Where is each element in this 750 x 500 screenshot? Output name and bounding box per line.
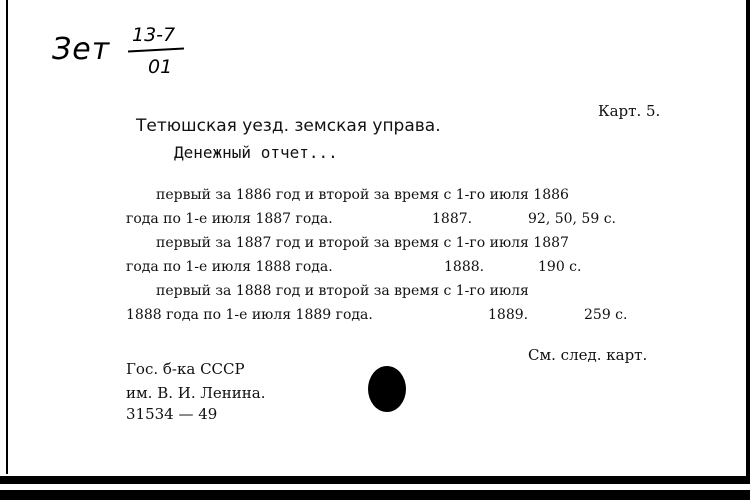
scan-border xyxy=(0,476,750,484)
entry-year: 1889. xyxy=(488,307,529,323)
entry-year: 1887. xyxy=(432,211,473,227)
entry-year: 1888. xyxy=(444,259,485,275)
entry-2-line-1 xyxy=(126,231,666,255)
entry-3-line-1 xyxy=(126,279,666,303)
catalog-card xyxy=(6,0,748,474)
entry-1-line-1 xyxy=(126,183,666,207)
fraction-line xyxy=(128,48,184,53)
punch-hole xyxy=(368,366,406,412)
entry-text: первый за 1887 год и второй за время с 1-го июля 1887 xyxy=(156,235,569,251)
entry-amount: 190 с. xyxy=(538,259,582,275)
library-line-2: им. В. И. Ленина. xyxy=(126,384,266,402)
card-number: Карт. 5. xyxy=(598,102,661,120)
handwritten-numerator: 13-7 xyxy=(132,24,176,46)
entry-amount: 259 с. xyxy=(584,307,628,323)
entry-text: первый за 1886 год и второй за время с 1-го июля 1886 xyxy=(156,187,569,203)
entry-3-line-2 xyxy=(126,303,666,327)
scan-edge xyxy=(746,0,750,480)
entry-text: 1888 года по 1-е июля 1889 года. xyxy=(126,307,373,323)
library-line-1: Гос. б-ка СССР xyxy=(126,360,245,378)
see-next-card: См. след. карт. xyxy=(528,346,648,364)
report-entries xyxy=(126,183,666,327)
entry-text: первый за 1888 год и второй за время с 1-го июля xyxy=(156,283,529,299)
entry-text: года по 1-е июля 1888 года. xyxy=(126,259,333,275)
entry-2-line-2 xyxy=(126,255,666,279)
handwritten-denominator: 01 xyxy=(148,56,173,78)
entry-text: года по 1-е июля 1887 года. xyxy=(126,211,333,227)
entry-amount: 92, 50, 59 с. xyxy=(528,211,616,227)
card-subtitle: Денежный отчет... xyxy=(174,143,338,162)
card-title: Тетюшская уезд. земская управа. xyxy=(136,116,441,136)
entry-1-line-2 xyxy=(126,207,666,231)
scan-border xyxy=(0,490,750,500)
handwritten-label: Зет xyxy=(52,32,111,67)
library-line-3: 31534 — 49 xyxy=(126,405,218,423)
